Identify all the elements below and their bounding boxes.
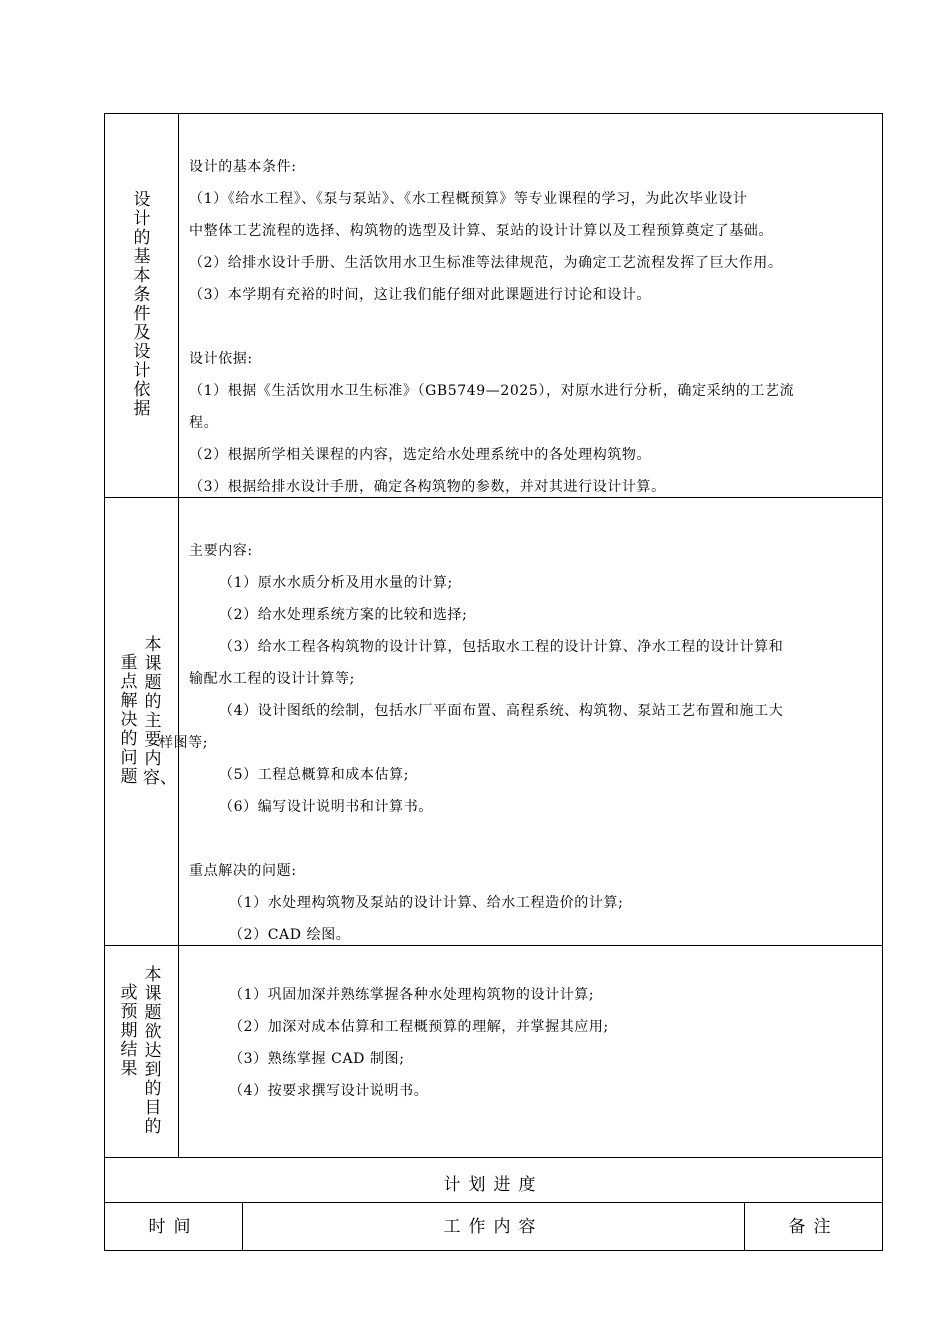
main-item-6: （6）编写设计说明书和计算书。: [219, 799, 433, 815]
basis-item-1b: 程。: [189, 415, 219, 431]
goal-item-3: （3）熟练掌握 CAD 制图;: [229, 1051, 405, 1067]
basis-title: 设计依据:: [189, 351, 253, 367]
basic-title: 设计的基本条件:: [189, 159, 297, 175]
schedule-col-time: 时间: [105, 1203, 243, 1250]
goal-item-2: （2）加深对成本估算和工程概预算的理解，并掌握其应用;: [229, 1019, 609, 1035]
basis-item-2: （2）根据所学相关课程的内容，选定给水处理系统中的各处理构筑物。: [189, 447, 652, 463]
main-item-5: （5）工程总概算和成本估算;: [219, 767, 410, 783]
basis-item-3: （3）根据给排水设计手册，确定各构筑物的参数，并对其进行设计计算。: [189, 479, 666, 495]
key-title: 重点解决的问题:: [189, 863, 297, 879]
key-item-2: （2）CAD 绘图。: [229, 927, 351, 943]
basic-conditions-label: 设计的基本条件及设计依据: [133, 190, 151, 419]
expected-results-label-col2: 或预期结果: [120, 983, 138, 1079]
expected-results-label-cell: [105, 946, 179, 1157]
main-item-3a: （3）给水工程各构筑物的设计计算，包括取水工程的设计计算、净水工程的设计计算和: [219, 639, 784, 655]
main-item-2: （2）给水处理系统方案的比较和选择;: [219, 607, 468, 623]
basic-conditions-label-cell: [105, 114, 179, 497]
main-content-section: [104, 497, 883, 945]
basis-item-1a: （1）根据《生活饮用水卫生标准》（GB5749—2025），对原水进行分析，确定采纳的工艺流: [189, 383, 795, 399]
basic-item-1a: （1）《给水工程》、《泵与泵站》、《水工程概预算》等专业课程的学习，为此次毕业设计: [189, 191, 748, 207]
basic-item-3: （3）本学期有充裕的时间，这让我们能仔细对此课题进行讨论和设计。: [189, 287, 652, 303]
schedule-col-content: 工作内容: [243, 1203, 745, 1250]
basic-item-2: （2）给排水设计手册、生活饮用水卫生标准等法律规范，为确定工艺流程发挥了巨大作用。: [189, 255, 783, 271]
main-content-label-col1: 本课题的主要内容、: [143, 635, 177, 788]
main-title: 主要内容:: [189, 543, 253, 559]
schedule-header-row: [104, 1202, 883, 1251]
expected-results-section: [104, 945, 883, 1157]
main-item-4a: （4）设计图纸的绘制，包括水厂平面布置、高程系统、构筑物、泵站工艺布置和施工大: [219, 703, 784, 719]
main-content-label-cell: [105, 498, 179, 945]
goal-item-4: （4）按要求撰写设计说明书。: [229, 1083, 429, 1099]
main-item-4b: 样图等;: [159, 735, 209, 751]
basic-conditions-section: [104, 113, 883, 497]
key-item-1: （1）水处理构筑物及泵站的设计计算、给水工程造价的计算;: [229, 895, 624, 911]
schedule-title: 计划进度: [443, 1175, 544, 1195]
main-item-3b: 输配水工程的设计计算等;: [189, 671, 355, 687]
main-content-label-col2: 重点解决的问题: [120, 653, 138, 787]
goal-item-1: （1）巩固加深并熟练掌握各种水处理构筑物的设计计算;: [229, 987, 595, 1003]
proposal-form: [104, 113, 883, 1251]
schedule-col-note: 备注: [788, 1217, 839, 1237]
main-item-1: （1）原水水质分析及用水量的计算;: [219, 575, 453, 591]
schedule-title-row: [104, 1157, 883, 1202]
expected-results-label-col1: 本课题欲达到的目的: [144, 965, 162, 1137]
basic-item-1b: 中整体工艺流程的选择、构筑物的选型及计算、泵站的设计计算以及工程预算奠定了基础。: [189, 223, 773, 239]
